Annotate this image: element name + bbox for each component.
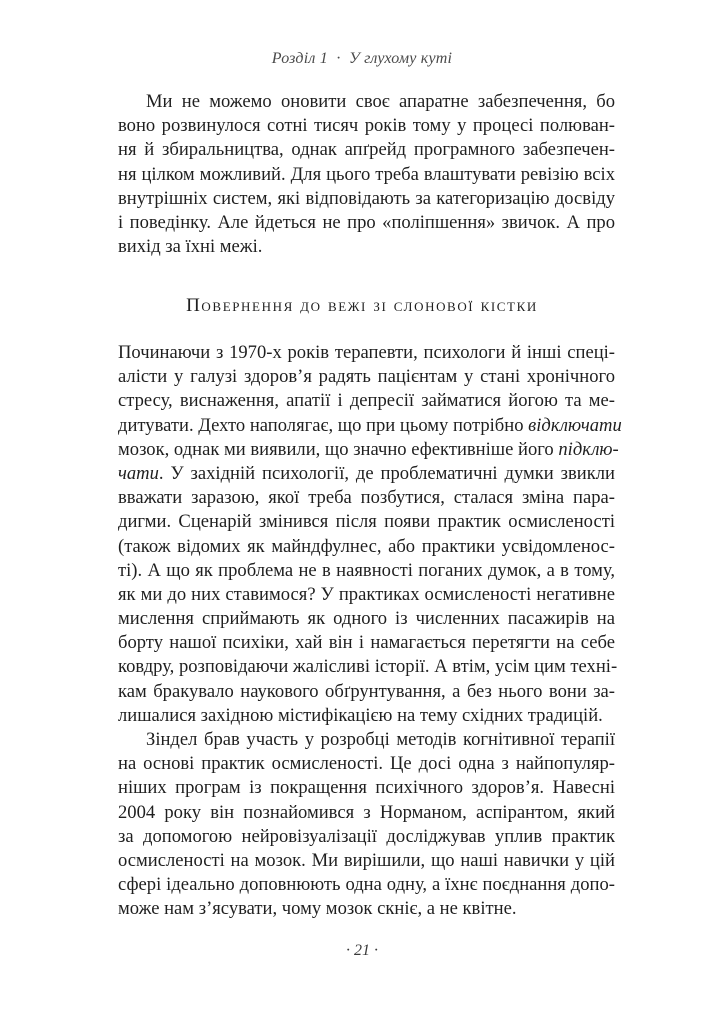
text-line: лишалися західною містифікацією на тему східних традицій. [118,704,603,726]
text-line: (також відомих як майндфулнес, або практики усвідомленос- [118,535,615,557]
text-fragment: мозок, однак ми виявили, що значно ефективніше його [118,438,554,460]
text-line: сфері ідеально доповнюють одна одну, а їхнє поєднання допо- [118,874,615,896]
section-heading: Повернення до вежі зі слонової кістки [186,295,538,316]
text-line: за допомогою нейровізуалізації досліджував уплив практик [118,825,615,847]
text-line: ті). А що як проблема не в наявності поганих думок, а в тому, [118,559,615,581]
text-line [118,462,615,486]
chapter-title: У глухому куті [348,50,453,67]
text-line: вважати заразою, якої треба позбутися, сталася зміна пара- [118,487,615,509]
paragraph-2 [118,341,622,728]
text-line: як ми до них ставимося? У практиках осмисленості негативне [118,583,615,605]
text-line: борту нашої психіки, хай він і намагається перетягти на себе [118,632,615,654]
chapter-label: Розділ 1 [271,50,328,67]
text-line: Починаючи з 1970-х років терапевти, психологи й інші спеці- [118,342,615,363]
emphasis: відключати [528,414,622,436]
text-line: на основі практик осмисленості. Це досі одна з найпопуляр- [118,753,615,775]
text-line: внутрішніх систем, які відповідають за категоризацію досвіду [118,187,615,209]
text-line: алісти у галузі здоров’я радять пацієнтам у стані хронічного [118,366,615,388]
text-line: ковдру, розповідаючи жалісливі історії. А втім, усім цим техні- [118,656,618,678]
text-fragment: дитувати. Дехто наполягає, що при цьому потрібно [118,414,524,436]
text-line [118,414,622,438]
text-line [118,438,619,462]
separator: · [336,50,341,67]
running-head [0,50,724,68]
paragraph-1 [118,90,615,259]
text-line: осмисленості на мозок. Ми вирішили, що наші навички у цій [118,849,615,871]
text-line: ня цілком можливий. Для цього треба влаштувати ревізію всіх [118,163,615,185]
text-line: стресу, виснаження, апатії і депресії займатися йогою та ме- [118,390,615,412]
text-line: може нам з’ясувати, чому мозок скніє, а не квітне. [118,898,517,920]
text-fragment: . У західній психології, де проблематичні думки звикли [158,462,615,484]
text-line: ніших програм із покращення психічного здоров’я. Навесні [118,777,615,799]
text-line: мислення сприймають як одного із численних пасажирів на [118,608,615,630]
emphasis: чати [118,462,159,484]
text-line: вихід за їхні межі. [118,236,263,258]
text-line: дигми. Сценарій змінився після появи практик осмисленості [118,511,615,533]
page-number: · 21 · [346,942,378,959]
text-line: кам бракувало наукового обґрунтування, а без нього вони за- [118,680,615,702]
text-line: ня й збиральництва, однак апґрейд програмного забезпечен- [118,139,615,161]
text-line: Ми не можемо оновити своє апаратне забезпечення, бо [146,91,615,112]
text-line: і поведінку. Але йдеться не про «поліпшення» звичок. А про [118,211,615,233]
text-line: Зіндел брав участь у розробці методів когнітивної терапії [146,729,615,750]
text-line: 2004 року він познайомився з Норманом, аспірантом, який [118,801,615,823]
paragraph-3 [118,728,615,922]
text-line: воно розвинулося сотні тисяч років тому у процесі полюван- [118,115,615,137]
emphasis: підклю- [558,438,619,460]
